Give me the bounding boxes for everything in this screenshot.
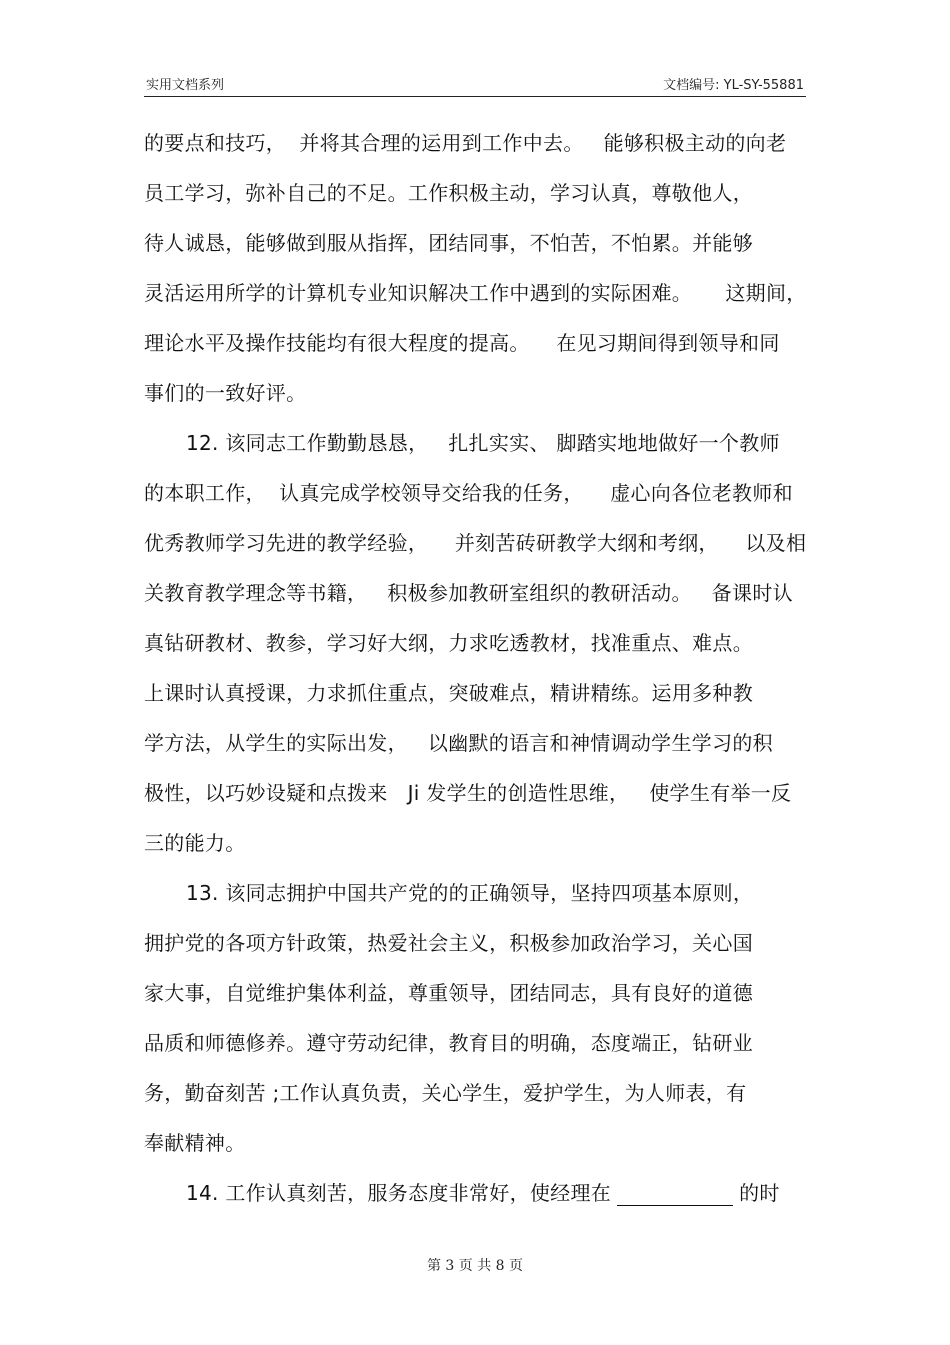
text-line: 极性，以巧妙设疑和点拨来 Ji 发学生的创造性思维， 使学生有举一反 [144, 781, 792, 805]
paragraph-14-tail: 的时 [739, 1181, 780, 1205]
paragraph-14-text: 14. 工作认真刻苦，服务态度非常好，使经理在 [186, 1181, 612, 1205]
text-line: 三的能力。 [144, 831, 246, 855]
text-line: 品质和师德修养。遵守劳动纪律，教育目的明确，态度端正，钻研业 [144, 1031, 753, 1055]
paragraph-14-start [144, 1168, 814, 1218]
series-title: 实用文档系列 [146, 78, 225, 93]
header-divider [144, 96, 806, 97]
text-line: 灵活运用所学的计算机专业知识解决工作中遇到的实际困难。 这期间， [144, 281, 807, 305]
text-line: 的要点和技巧， 并将其合理的运用到工作中去。 能够积极主动的向老 [144, 131, 787, 155]
page-number: 第 3 页 共 8 页 [426, 1258, 524, 1274]
text-line: 关教育教学理念等书籍， 积极参加教研室组织的教研活动。 备课时认 [144, 581, 793, 605]
document-body [144, 118, 814, 1218]
text-line: 优秀教师学习先进的教学经验， 并刻苦砖研教学大纲和考纲， 以及相 [144, 531, 807, 555]
text-line: 拥护党的各项方针政策，热爱社会主义，积极参加政治学习，关心国 [144, 931, 753, 955]
text-line: 奉献精神。 [144, 1131, 246, 1155]
text-line: 员工学习，弥补自己的不足。工作积极主动，学习认真，尊敬他人， [144, 181, 753, 205]
text-line: 务，勤奋刻苦 ;工作认真负责，关心学生，爱护学生，为人师表，有 [144, 1081, 747, 1105]
text-line: 待人诚恳，能够做到服从指挥，团结同事，不怕苦，不怕累。并能够 [144, 231, 753, 255]
text-line: 家大事，自觉维护集体利益，尊重领导，团结同志，具有良好的道德 [144, 981, 753, 1005]
text-line: 事们的一致好评。 [144, 381, 307, 405]
text-line: 的本职工作， 认真完成学校领导交给我的任务， 虚心向各位老教师和 [144, 481, 793, 505]
text-line: 真钻研教材、教参，学习好大纲，力求吃透教材，找准重点、难点。 [144, 631, 753, 655]
text-line: 上课时认真授课，力求抓住重点，突破难点，精讲精练。运用多种教 [144, 681, 753, 705]
fill-in-blank [617, 1181, 733, 1206]
text-line: 理论水平及操作技能均有很大程度的提高。 在见习期间得到领导和同 [144, 331, 780, 355]
text-line: 学方法，从学生的实际出发， 以幽默的语言和神情调动学生学习的积 [144, 731, 773, 755]
paragraph-13-start: 13. 该同志拥护中国共产党的的正确领导，坚持四项基本原则， [186, 881, 754, 905]
paragraph-12-start: 12. 该同志工作勤勤恳恳， 扎扎实实、 脚踏实地地做好一个教师 [186, 431, 780, 455]
document-number: 文档编号: YL-SY-55881 [663, 78, 804, 93]
